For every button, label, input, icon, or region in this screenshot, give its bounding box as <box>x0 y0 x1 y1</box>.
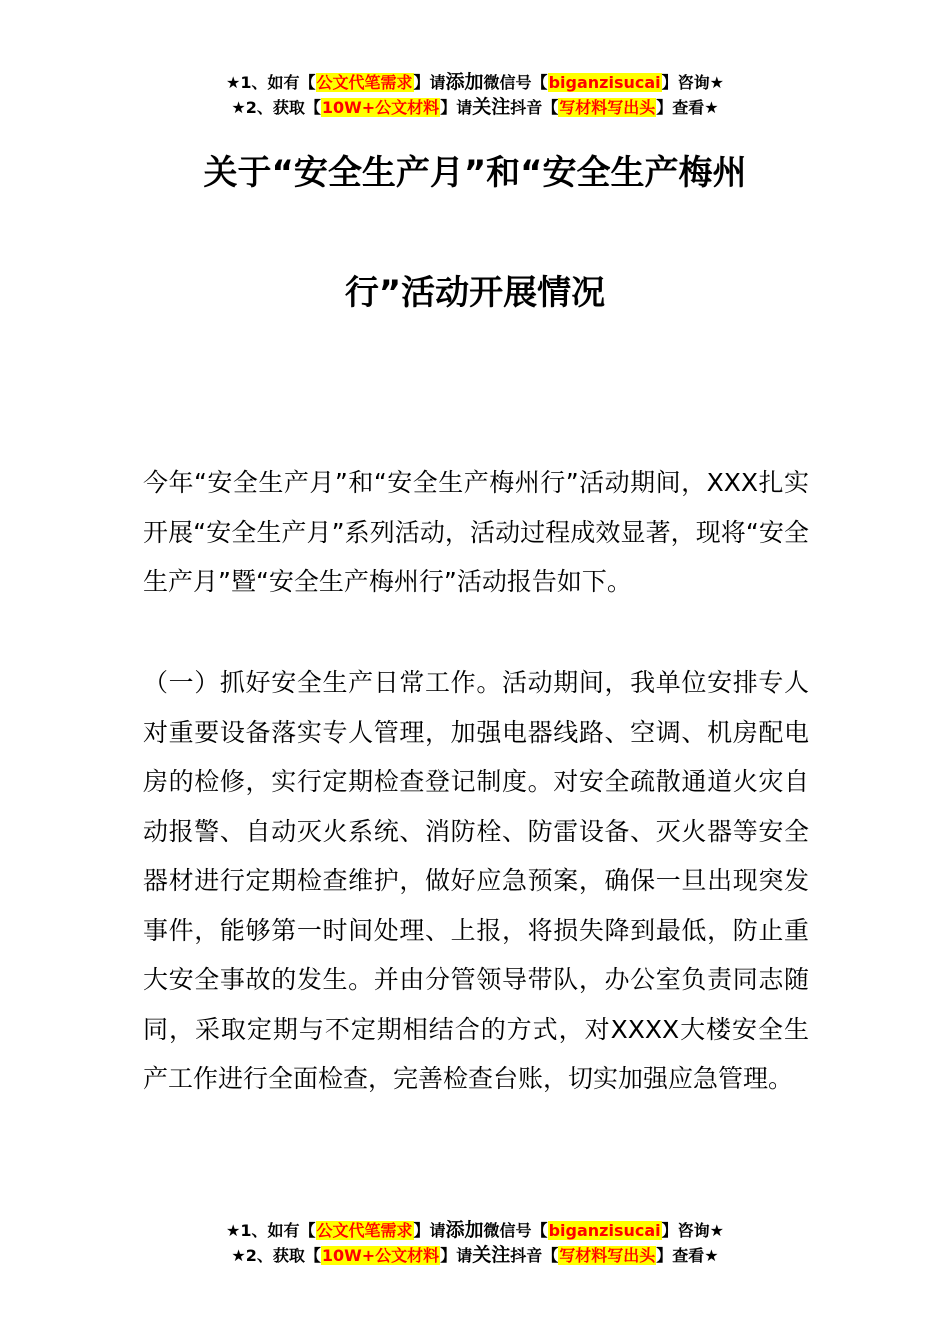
highlight-douyin-id: 写材料写出头 <box>559 1246 656 1265</box>
banner-text: 】咨询★ <box>661 73 724 92</box>
banner-text: ★1、如有【 <box>226 1221 316 1240</box>
highlight-materials: 10W+公文材料 <box>321 1246 440 1265</box>
banner-text: 】请 <box>440 98 473 117</box>
banner-text: ★2、获取【 <box>231 98 321 117</box>
banner-text: 】查看★ <box>656 1246 719 1265</box>
document-title-line-1: 关于“安全生产月”和“安全生产梅州 <box>203 153 747 193</box>
banner-text: 】请 <box>440 1246 473 1265</box>
banner-emphasis: 添加 <box>445 71 484 93</box>
footer-line-1 <box>0 1218 950 1243</box>
banner-emphasis: 关注 <box>472 96 511 118</box>
banner-text: 微信号【 <box>483 1221 548 1240</box>
banner-emphasis: 关注 <box>472 1244 511 1266</box>
banner-text: 】请 <box>413 1221 446 1240</box>
banner-text: ★2、获取【 <box>231 1246 321 1265</box>
banner-text: ★1、如有【 <box>226 73 316 92</box>
document-title-line-2: 行”活动开展情况 <box>344 273 606 313</box>
header-banner <box>0 70 950 120</box>
footer-line-2 <box>0 1243 950 1268</box>
highlight-materials: 10W+公文材料 <box>321 98 440 117</box>
intro-paragraph: 今年“安全生产月”和“安全生产梅州行”活动期间，XXX扎实开展“安全生产月”系列活动，活动过程成效显著，现将“安全生产月”暨“安全生产梅州行”活动报告如下。 <box>143 468 809 596</box>
banner-text: 】查看★ <box>656 98 719 117</box>
banner-text: 】请 <box>413 73 446 92</box>
banner-text: 】咨询★ <box>661 1221 724 1240</box>
banner-text: 微信号【 <box>483 73 548 92</box>
highlight-wechat-id: biganzisucai <box>548 73 661 92</box>
banner-text: 抖音【 <box>510 98 559 117</box>
banner-emphasis: 添加 <box>445 1219 484 1241</box>
banner-text: 抖音【 <box>510 1246 559 1265</box>
highlight-wechat-id: biganzisucai <box>548 1221 661 1240</box>
footer-banner <box>0 1218 950 1268</box>
highlight-service: 公文代笔需求 <box>316 73 413 92</box>
header-line-2 <box>0 95 950 120</box>
highlight-service: 公文代笔需求 <box>316 1221 413 1240</box>
section-1-paragraph: （一）抓好安全生产日常工作。活动期间，我单位安排专人对重要设备落实专人管理，加强电器线路、空调、机房配电房的检修，实行定期检查登记制度。对安全疏散通道火灾自动报警、自动灭火系统、消防栓、防雷设备、灭火器等安全器材进行定期检查维护，做好应急预案，确保一旦出现突发事件，能够第一时间处理、上报，将损失降到最低，防止重大安全事故的发生。并由分管领导带队，办公室负责同志随同，采取定期与不定期相结合的方式，对XXXX大楼安全生产工作进行全面检查，完善检查台账，切实加强应急管理。 <box>143 668 809 1093</box>
highlight-douyin-id: 写材料写出头 <box>559 98 656 117</box>
header-line-1 <box>0 70 950 95</box>
